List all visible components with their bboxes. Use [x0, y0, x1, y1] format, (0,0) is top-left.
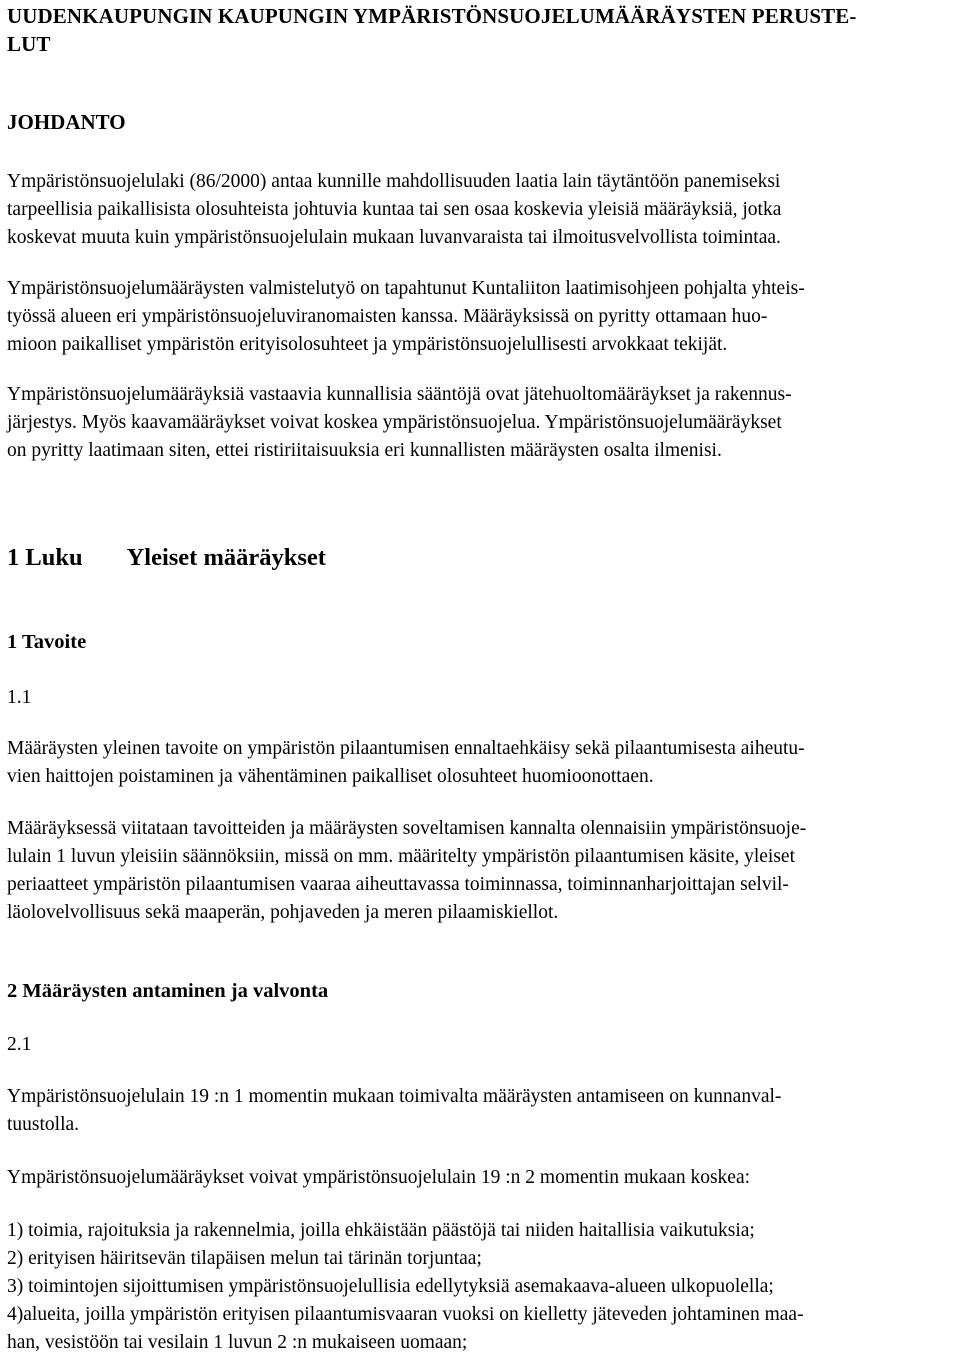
list-item: 4)alueita, joilla ympäristön erityisen pilaantumisvaaran vuoksi on kielletty jäteveden johtaminen maa-: [7, 1304, 804, 1325]
chapter-number: 1 Luku: [7, 544, 83, 571]
section-2-sub: 2.1: [7, 1034, 32, 1055]
section-1-paragraph-1: Määräysten yleinen tavoite on ympäristön pilaantumisen ennaltaehkäisy sekä pilaantumisesta aiheutu- vien haittojen poistaminen ja vähentäminen paikalliset olosuhteet huomioonottaen.: [7, 738, 805, 787]
list-item: 3) toimintojen sijoittumisen ympäristönsuojelullisia edellytyksiä asemakaava-alueen ulkopuolella;: [7, 1276, 774, 1297]
section-1-paragraph-2: Määräyksessä viitataan tavoitteiden ja määräysten soveltamisen kannalta olennaisiin ympäristönsuoje- lulain 1 luvun yleisiin säännöksiin, missä on mm. määritelty ympäristön pilaantumisen käsite, yleiset periaatteet ympäristön pilaantumisen vaaraa aiheuttavassa toiminnassa, toiminnanharjoittajan selvil- läolovelvollisuus sekä maaperän, pohjaveden ja meren pilaamiskiellot.: [7, 818, 807, 923]
section-2-paragraph-1: Ympäristönsuojelulain 19 :n 1 momentin mukaan toimivalta määräysten antamiseen on kunnanval- tuustolla.: [7, 1086, 782, 1135]
intro-heading: JOHDANTO: [7, 110, 126, 134]
section-2-heading: 2 Määräysten antaminen ja valvonta: [7, 980, 329, 1002]
chapter-heading: [7, 543, 957, 573]
document-title: [7, 2, 957, 58]
intro-paragraph-3: Ympäristönsuojelumääräyksiä vastaavia kunnallisia sääntöjä ovat jätehuoltomääräykset ja rakennus- järjestys. Myös kaavamääräykset voivat koskea ympäristönsuojelua. Ympäristönsuojelumääräykset on pyritty laatimaan siten, ettei ristiriitaisuuksia eri kunnallisten määräysten osalta ilmenisi.: [7, 384, 792, 461]
chapter-title: Yleiset määräykset: [126, 544, 326, 571]
section-2-list: [7, 1217, 957, 1357]
list-item: han, vesistöön tai vesilain 1 luvun 2 :n mukaiseen uomaan;: [7, 1332, 468, 1353]
title-line: LUT: [7, 32, 51, 56]
section-1-heading: 1 Tavoite: [7, 631, 87, 653]
list-item: 2) erityisen häiritsevän tilapäisen melun tai tärinän torjuntaa;: [7, 1248, 482, 1269]
list-item: 1) toimia, rajoituksia ja rakennelmia, joilla ehkäistään päästöjä tai niiden haitallisia vaikutuksia;: [7, 1220, 755, 1241]
section-2-paragraph-2: Ympäristönsuojelumääräykset voivat ympäristönsuojelulain 19 :n 2 momentin mukaan koskea:: [7, 1167, 751, 1188]
section-1-sub: 1.1: [7, 687, 32, 708]
intro-paragraph-2: Ympäristönsuojelumääräysten valmistelutyö on tapahtunut Kuntaliiton laatimisohjeen pohjalta yhteis- työssä alueen eri ympäristönsuojeluviranomaisten kanssa. Määräyksissä on pyritty ottamaan huo- mioon paikalliset ympäristön erityisolosuhteet ja ympäristönsuojelullisesti arvokkaat tekijät.: [7, 278, 805, 355]
title-line: UUDENKAUPUNGIN KAUPUNGIN YMPÄRISTÖNSUOJELUMÄÄRÄYSTEN PERUSTE-: [7, 4, 857, 28]
intro-paragraph-1: Ympäristönsuojelulaki (86/2000) antaa kunnille mahdollisuuden laatia lain täytäntöön panemiseksi tarpeellisia paikallisista olosuhteista johtuvia kuntaa tai sen osaa koskevia yleisiä määräyksiä, jotka koskevat muuta kuin ympäristönsuojelulain mukaan luvanvaraista tai ilmoitusvelvollista toimintaa.: [7, 171, 782, 248]
